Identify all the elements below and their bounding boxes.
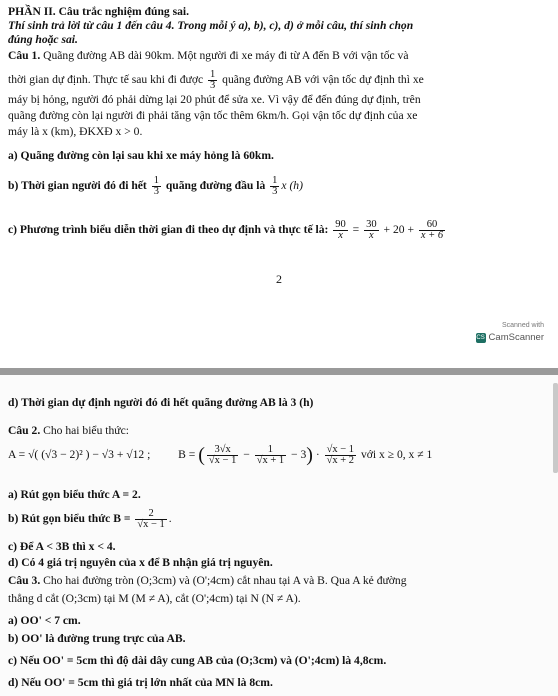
q1-c-text: c) Phương trình biểu diễn thời gian đi theo dự định và thực tế là: [8,223,332,237]
frac-den: x [369,230,374,241]
fraction-60-x-plus-6 [419,220,445,241]
frac-den: √x − 1 [208,455,237,466]
q1-label: Câu 1. [8,49,41,62]
page-number: 2 [276,272,282,286]
frac-den: 3 [272,186,278,197]
q2-label: Câu 2. [8,424,41,437]
q1-line-5: máy là x (km), ĐKXĐ x > 0. [8,125,143,138]
expression-B-label: B = [178,448,199,462]
q2-option-c: c) Để A < 3B thì x < 4. [8,540,116,553]
period: . [168,512,172,526]
frac-den: x + 6 [420,230,444,241]
q1-text-1: Quãng đường AB dài 90km. Một người đi xe máy đi từ A đến B với vận tốc và [40,49,409,62]
q1-line-4: quãng đường còn lại người đi phải tăng vận tốc thêm 6km/h. Gọi vận tốc dự định của xe [8,109,418,122]
fraction-one-third [208,70,217,91]
instruction-line-1: Thí sinh trả lời từ câu 1 đến câu 4. Trong mỗi ý a), b), c), d) ở mỗi câu, thí sinh chọn [8,19,414,32]
fraction-3sqrtx [207,445,238,466]
scanned-page-lower [0,375,558,696]
q1-line-1 [8,48,548,63]
page-divider [0,368,558,375]
fraction-1-over-sqrtx-plus-1 [255,445,286,466]
q1-b-text-a: b) Thời gian người đó đi hết [8,179,150,193]
scanner-watermark-caption: Scanned with [501,322,544,329]
camscanner-brand-text: CamScanner [488,332,544,343]
minus-three: − 3 [288,448,307,462]
vertical-scrollbar[interactable] [553,383,558,473]
q1-b-text-c: x (h) [281,179,303,193]
fraction-one-third-c [270,176,279,197]
fraction-sqrtx-minus-1-over-plus-2 [325,445,356,466]
q3-text-1: Cho hai đường tròn (O;3cm) và (O';4cm) cắt nhau tại A và B. Qua A kẻ đường [40,574,407,587]
q3-option-c: c) Nếu OO' = 5cm thì độ dài dây cung AB của (O;3cm) và (O';4cm) là 4,8cm. [8,654,387,667]
q3-option-b: b) OO' là đường trung trực của AB. [8,632,186,645]
q3-option-d: d) Nếu OO' = 5cm thì giá trị lớn nhất của MN là 8cm. [8,676,273,689]
q1-text-2b: quãng đường AB với vận tốc dự định thì xe [219,73,424,87]
q1-option-a [8,148,548,163]
q2-option-a: a) Rút gọn biểu thức A = 2. [8,488,141,501]
q3-line-2: thẳng d cắt (O;3cm) tại M (M ≠ A), cắt (O';4cm) tại N (N ≠ A). [8,592,301,605]
frac-num: 1 [153,175,159,186]
fraction-2-over-sqrtx-minus-1 [135,509,166,530]
frac-den: x [338,230,343,241]
frac-num: 30 [366,219,377,230]
fraction-90-x [333,220,348,241]
frac-den: 3 [153,186,159,197]
frac-num: 1 [272,175,278,186]
q2-intro: Cho hai biểu thức: [40,424,129,437]
q1-line-2 [8,70,548,91]
frac-num: 3√x [207,445,238,456]
dot-operator: · [312,448,323,462]
condition: với x ≥ 0, x ≠ 1 [358,448,433,462]
frac-num: 2 [135,509,166,520]
fraction-30-x [364,220,379,241]
minus-sign: − [240,448,253,462]
q1-b-text-b: quãng đường đầu là [162,179,269,193]
q1-option-b [8,176,548,197]
frac-den: √x + 2 [326,455,355,466]
scanner-watermark-brand [476,332,544,343]
fraction-one-third-b [152,176,161,197]
camscanner-logo-icon: CS [476,334,485,341]
equals-sign: = [349,223,363,237]
frac-den: √x − 1 [137,519,165,530]
q1-option-c [8,220,548,241]
frac-num: 90 [335,219,346,230]
q2-heading [8,423,548,438]
frac-num: √x − 1 [326,444,355,455]
q2-option-d: d) Có 4 giá trị nguyên của x để B nhận giá trị nguyên. [8,556,273,569]
frac-den: 3 [210,80,216,91]
frac-den: √x + 1 [256,455,285,466]
q1-a-text: a) Quãng đường còn lại sau khi xe máy hỏng là 60km. [8,149,274,162]
q3-line-1 [8,573,548,588]
q1-text-2a: thời gian dự định. Thực tế sau khi đi được [8,73,207,87]
instruction-line-2: đúng hoặc sai. [8,33,78,46]
q2-b-text: b) Rút gọn biểu thức B = [8,512,134,526]
q2-option-b [8,509,548,530]
close-paren: ) [306,444,313,466]
frac-num: 60 [419,220,445,231]
frac-num: 1 [255,445,286,456]
expression-A: A = √( (√3 − 2)² ) − √3 + √12 ; [8,448,151,462]
q2-expressions [8,445,548,466]
q1-option-d: d) Thời gian dự định người đó đi hết quãng đường AB là 3 (h) [8,396,314,409]
q1-line-3: máy bị hỏng, người đó phải dừng lại 20 phút để sửa xe. Vì vậy để đến đúng dự định, trên [8,93,421,106]
q3-option-a: a) OO' < 7 cm. [8,614,81,627]
q3-label: Câu 3. [8,574,41,587]
frac-num: 1 [210,69,216,80]
plus-20-plus: + 20 + [380,223,417,237]
section-title: PHẦN II. Câu trắc nghiệm đúng sai. [8,5,190,18]
open-paren: ( [198,444,205,466]
